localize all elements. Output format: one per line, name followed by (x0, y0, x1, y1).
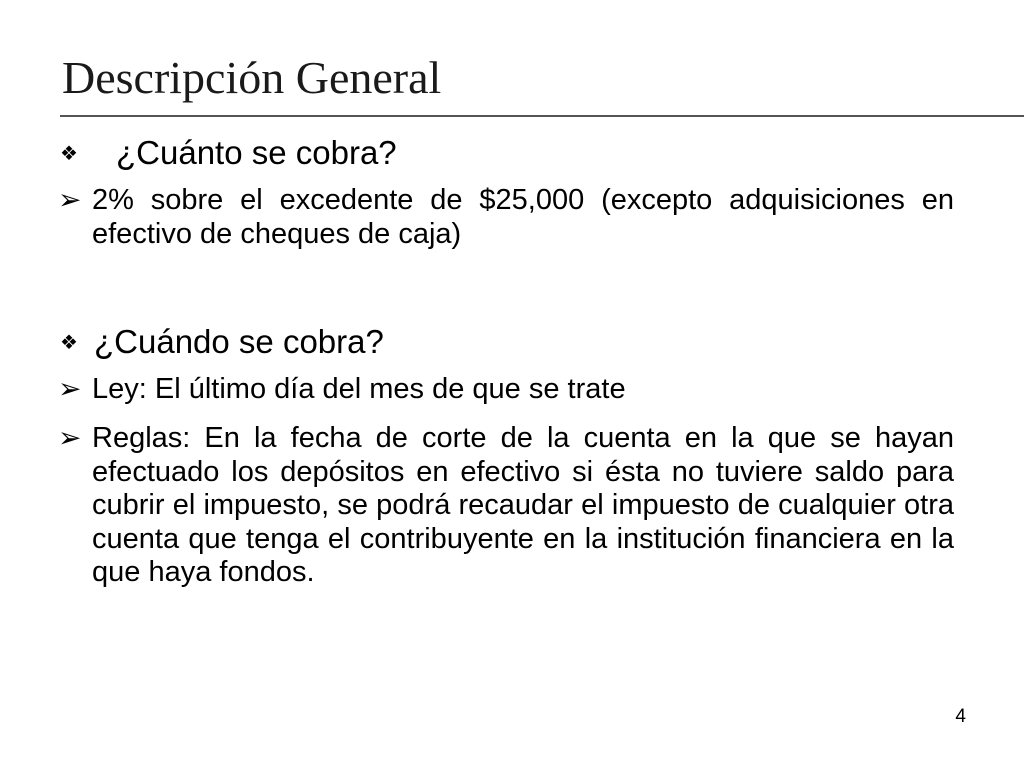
diamond-bullet-icon: ❖ (60, 330, 78, 354)
page-number: 4 (955, 706, 966, 727)
title-divider (60, 115, 1024, 117)
point-reglas: Reglas: En la fecha de corte de la cuenta en la que se hayan efectuado los depósitos en efectivo si ésta no tuviere saldo para cubrir el impuesto, se podrá recaudar el impuesto de cualquier otra cuenta que tenga el contribuyente en la institución financiera en la que haya fondos. (92, 422, 954, 588)
point-ley: Ley: El último día del mes de que se trate (92, 373, 626, 405)
arrow-bullet-icon: ➢ (58, 421, 82, 454)
section-heading-cuando: ¿Cuándo se cobra? (94, 323, 384, 360)
arrow-bullet-icon: ➢ (58, 183, 82, 216)
slide-title: Descripción General (62, 52, 442, 103)
point-porcentaje: 2% sobre el excedente de $25,000 (excepto adquisiciones en efectivo de cheques de caja) (92, 184, 954, 250)
section-heading-cuanto: ¿Cuánto se cobra? (116, 134, 397, 171)
arrow-bullet-icon: ➢ (58, 372, 82, 405)
diamond-bullet-icon: ❖ (60, 141, 78, 165)
